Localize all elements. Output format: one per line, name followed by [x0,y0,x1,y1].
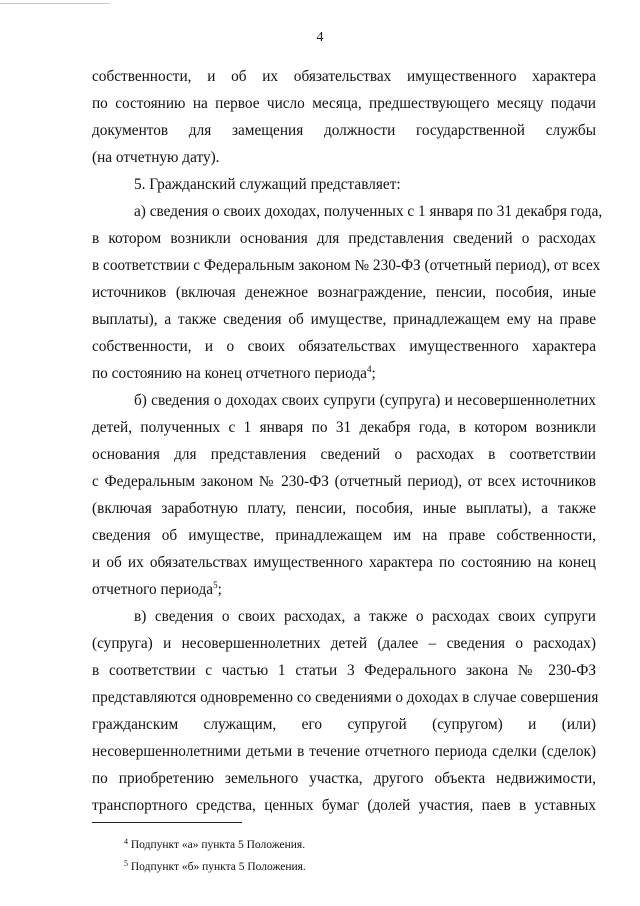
text-line: в соответствии с частью 1 статьи 3 Федерального закона № 230-ФЗ [92,662,596,679]
text-line: (на отчетную дату). [92,149,220,166]
line-tail: ; [217,581,222,598]
text-line: собственности, и об их обязательствах имущественного характера [92,68,596,85]
text-line-with-footnote [92,580,596,600]
text-line: детей, полученных с 1 января по 31 декабря года, в котором возникли [92,419,596,436]
line-tail: ; [371,365,376,382]
item-a-first-line: а) сведения о своих доходах, полученных с 1 января по 31 декабря года, [134,203,603,220]
text-line: несовершеннолетними детьми в течение отчетного периода сделки (сделок) [92,743,596,760]
text-line: (включая заработную плату, пенсии, пособия, иные выплаты), а также [92,500,596,517]
text-line: и об их обязательствах имущественного характера по состоянию на конец [92,554,596,571]
footnote-text: Подпункт «а» пункта 5 Положения. [130,839,306,851]
text-line: в соответствии с Федеральным законом № 230-ФЗ (отчетный период), от всех [92,257,601,274]
scan-edge-rule [0,3,110,4]
line-text: по состоянию на конец отчетного периода [92,365,367,382]
footnote-number: 5 [124,859,128,868]
text-line: с Федеральным законом № 230-ФЗ (отчетный период), от всех источников [92,473,596,490]
footnote [124,860,306,874]
text-line: (супруга) и несовершеннолетних детей (далее – сведения о расходах) [92,635,596,652]
text-line: гражданским служащим, его супругой (супругом) и (или) [92,716,596,733]
text-line: источников (включая денежное вознаграждение, пенсии, пособия, иные [92,284,596,301]
text-line: выплаты), а также сведения об имуществе, принадлежащем ему на праве [92,311,596,328]
text-line: транспортного средства, ценных бумаг (долей участия, паев в уставных [92,797,596,814]
page-number: 4 [316,30,324,45]
item-c-first-line: в) сведения о своих расходах, а также о расходах своих супруги [134,608,596,625]
text-line: в котором возникли основания для представления сведений о расходах [92,230,596,247]
item-b-first-line: б) сведения о доходах своих супруги (супруга) и несовершеннолетних [134,392,596,409]
footnote-ref[interactable]: 4 [366,364,372,374]
footnote-number: 4 [124,837,128,846]
text-line: по приобретению земельного участка, другого объекта недвижимости, [92,770,596,787]
section-heading: 5. Гражданский служащий представляет: [134,176,401,193]
text-line: документов для замещения должности государственной службы [92,122,596,139]
footnote-text: Подпункт «б» пункта 5 Положения. [130,861,306,873]
line-text: отчетного периода [92,581,214,598]
text-line: собственности, и о своих обязательствах имущественного характера [92,338,596,355]
text-line: сведения об имуществе, принадлежащем им на праве собственности, [92,527,596,544]
footnote-ref[interactable]: 5 [213,580,218,590]
footnote-separator [92,822,242,823]
text-line: представляются одновременно со сведениями о доходах в случае совершения [92,689,599,706]
footnote [124,838,305,852]
text-line: основания для представления сведений о расходах в соответствии [92,446,596,463]
text-line: по состоянию на первое число месяца, предшествующего месяцу подачи [92,95,596,112]
text-line-with-footnote [92,364,596,384]
